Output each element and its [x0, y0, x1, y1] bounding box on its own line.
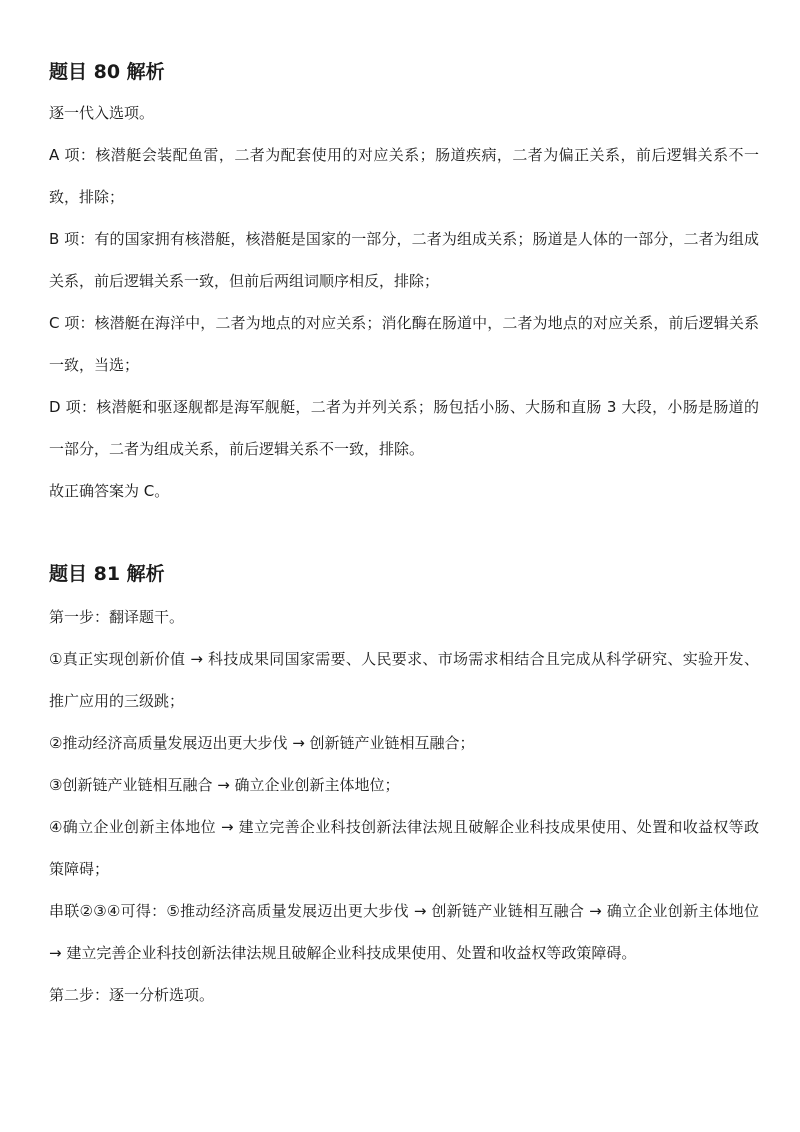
paragraph: 第二步：逐一分析选项。: [49, 986, 215, 1004]
paragraph: ③创新链产业链相互融合 → 确立企业创新主体地位；: [49, 776, 400, 794]
question-80-body: [49, 92, 759, 512]
paragraph: ①真正实现创新价值 → 科技成果同国家需要、人民要求、市场需求相结合且完成从科学研究、实验开发、推广应用的三级跳；: [49, 650, 759, 710]
question-81-title: 题目 81 解析: [49, 563, 165, 585]
paragraph: ②推动经济高质量发展迈出更大步伐 → 创新链产业链相互融合；: [49, 734, 475, 752]
paragraph: C 项：核潜艇在海洋中，二者为地点的对应关系；消化酶在肠道中，二者为地点的对应关系，前后逻辑关系一致，当选；: [49, 314, 759, 374]
paragraph: B 项：有的国家拥有核潜艇，核潜艇是国家的一部分，二者为组成关系；肠道是人体的一部分，二者为组成关系，前后逻辑关系一致，但前后两组词顺序相反，排除；: [49, 230, 759, 290]
paragraph: D 项：核潜艇和驱逐舰都是海军舰艇，二者为并列关系；肠包括小肠、大肠和直肠 3 大段，小肠是肠道的一部分，二者为组成关系，前后逻辑关系不一致，排除。: [49, 398, 759, 458]
question-80-title: 题目 80 解析: [49, 61, 165, 83]
paragraph: 串联②③④可得：⑤推动经济高质量发展迈出更大步伐 → 创新链产业链相互融合 → 确立企业创新主体地位 → 建立完善企业科技创新法律法规且破解企业科技成果使用、处置和收益权等政策障碍。: [49, 902, 759, 962]
paragraph: A 项：核潜艇会装配鱼雷，二者为配套使用的对应关系；肠道疾病，二者为偏正关系，前后逻辑关系不一致，排除；: [49, 146, 759, 206]
paragraph: ④确立企业创新主体地位 → 建立完善企业科技创新法律法规且破解企业科技成果使用、处置和收益权等政策障碍；: [49, 818, 759, 878]
paragraph: 第一步：翻译题干。: [49, 608, 185, 626]
question-81-body: [49, 596, 759, 1016]
paragraph: 逐一代入选项。: [49, 104, 155, 122]
paragraph: 故正确答案为 C。: [49, 482, 170, 500]
